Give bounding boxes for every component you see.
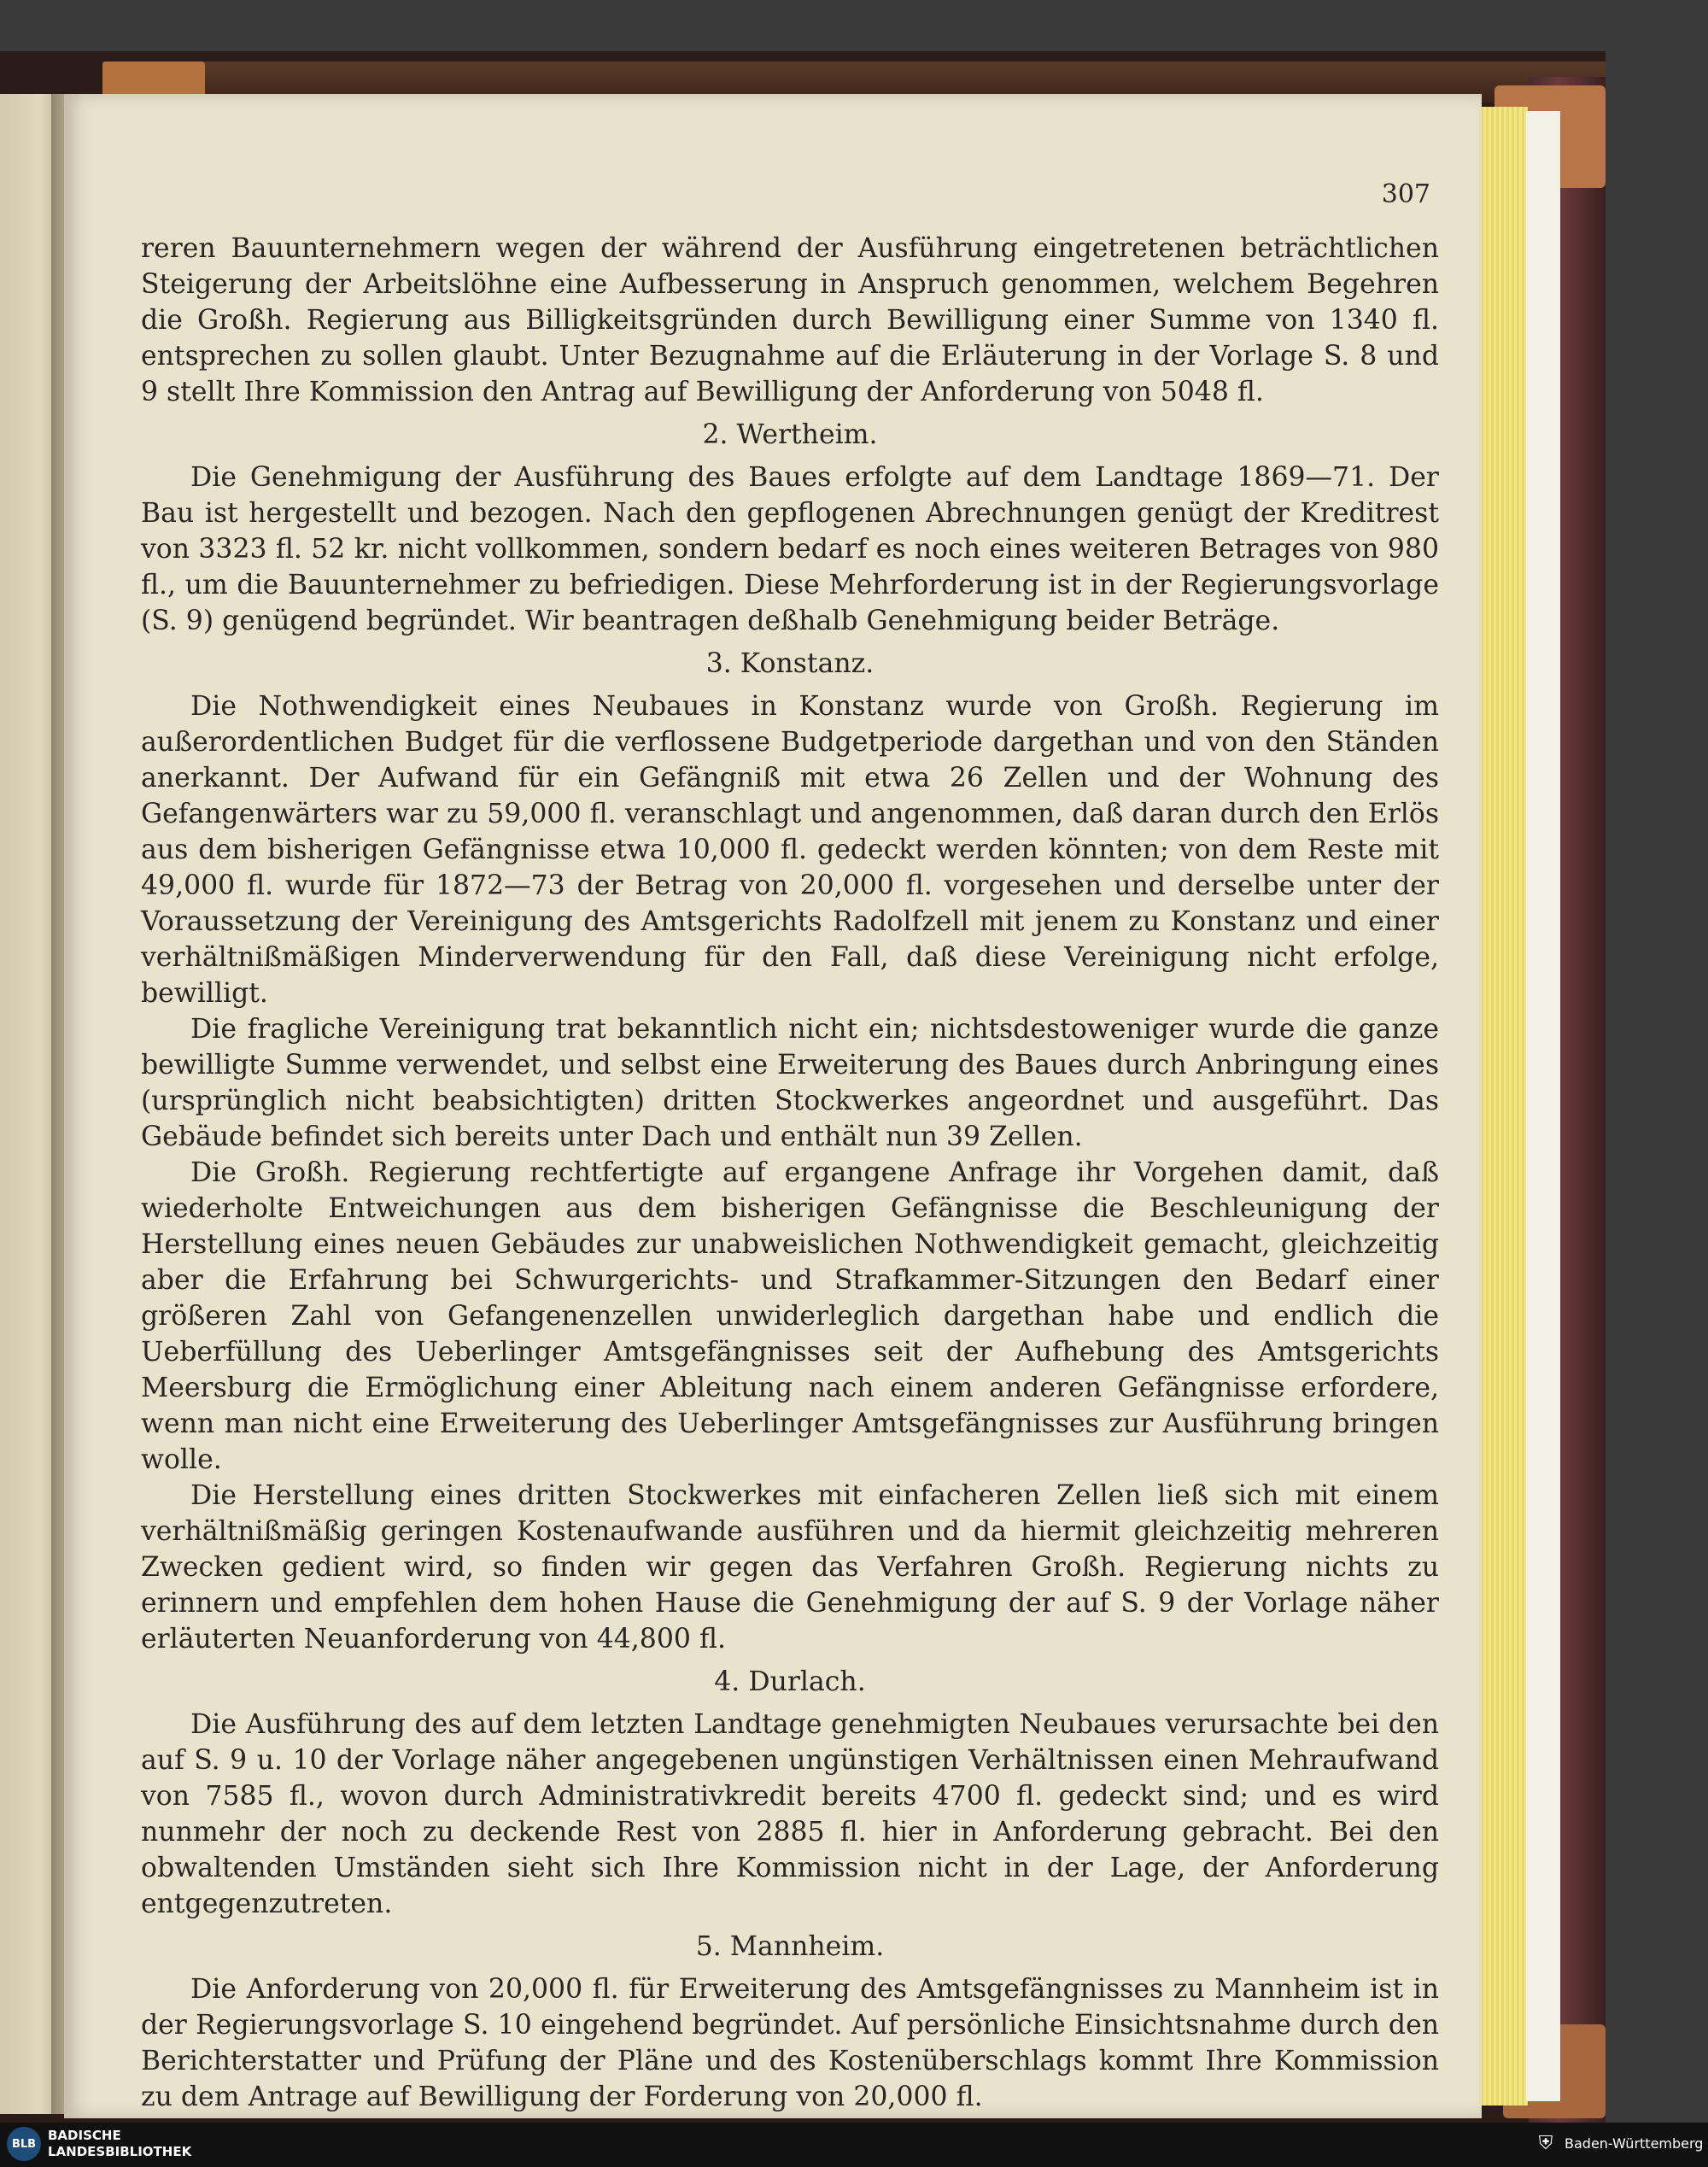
paragraph: Die fragliche Vereinigung trat bekanntlich nicht ein; nichtsdestoweniger wurde die ganze bewilligte Summe verwendet, und selbst eine Erweiterung des Baues durch Anbringung eines (ursprünglich nicht beabsichtigten) dritten Stockwerkes angeordnet und ausgeführt. Das Gebäude befindet sich bereits unter Dach und enthält nun 39 Zellen. bbox=[141, 1014, 1439, 1152]
state-name[interactable]: Baden-Württemberg bbox=[1565, 2135, 1704, 2152]
page-body bbox=[141, 231, 1439, 2115]
library-name[interactable] bbox=[48, 2128, 191, 2160]
blb-logo-icon[interactable]: BLB bbox=[7, 2127, 41, 2161]
footer-bar bbox=[0, 2123, 1708, 2167]
page-edges-white bbox=[1526, 111, 1560, 2101]
page-edges-yellow bbox=[1479, 107, 1528, 2106]
coat-of-arms-icon[interactable]: ⛨ bbox=[1538, 2133, 1553, 2154]
paragraph: Die Nothwendigkeit eines Neubaues in Konstanz wurde von Großh. Regierung im außerordentlichen Budget für die verflossene Budgetperiode dargethan und von den Ständen anerkannt. Der Aufwand für ein Gefängniß mit etwa 26 Zellen und der Wohnung des Gefangenwärters war zu 59,000 fl. veranschlagt und angenommen, daß daran durch den Erlös aus dem bisherigen Gefängnisse etwa 10,000 fl. gedeckt werden könnten; von dem Reste mit 49,000 fl. wurde für 1872—73 der Betrag von 20,000 fl. vorgesehen und derselbe unter der Voraussetzung der Vereinigung des Amtsgerichts Radolfzell mit jenem zu Konstanz und einer verhältnißmäßigen Minderverwendung für den Fall, daß diese Vereinigung nicht erfolge, bewilligt. bbox=[141, 691, 1439, 1009]
paragraph: Die Großh. Regierung rechtfertigte auf ergangene Anfrage ihr Vorgehen damit, daß wiederholte Entweichungen aus dem bisherigen Gefängnisse die Beschleunigung der Herstellung eines neuen Gebäudes zur unabweislichen Nothwendigkeit gemacht, gleichzeitig aber die Erfahrung bei Schwurgerichts- und Strafkammer-Sitzungen den Bedarf einer größeren Zahl von Gefangenenzellen unwiderleglich dargethan habe und endlich die Ueberfüllung des Ueberlinger Amtsgefängnisses seit der Aufhebung des Amtsgerichts Meersburg die Ermöglichung einer Ableitung nach einem anderen Gefängnisse erfordere, wenn man nicht eine Erweiterung des Ueberlinger Amtsgefängnisses zur Ausführung bringen wolle. bbox=[141, 1157, 1439, 1475]
section-heading-konstanz: 3. Konstanz. bbox=[705, 648, 874, 679]
page-number: 307 bbox=[1381, 179, 1430, 209]
document-page bbox=[64, 94, 1482, 2118]
section-heading-wertheim: 2. Wertheim. bbox=[702, 419, 878, 450]
paragraph: Die Herstellung eines dritten Stockwerkes mit einfacheren Zellen ließ sich mit einem verhältnißmäßig geringen Kostenaufwande ausführen und da hiermit gleichzeitig mehreren Zwecken gedient wird, so finden wir gegen das Verfahren Großh. Regierung nichts zu erinnern und empfehlen dem hohen Hause die Genehmigung der auf S. 9 der Vorlage näher erläuterten Neuanforderung von 44,800 fl. bbox=[141, 1480, 1439, 1655]
paragraph: reren Bauunternehmern wegen der während der Ausführung eingetretenen beträchtlichen Steigerung der Arbeitslöhne eine Aufbesserung in Anspruch genommen, welchem Begehren die Großh. Regierung aus Billigkeitsgründen durch Bewilligung einer Summe von 1340 fl. entsprechen zu sollen glaubt. Unter Bezugnahme auf die Erläuterung in der Vorlage S. 8 und 9 stellt Ihre Kommission den Antrag auf Bewilligung der Anforderung von 5048 fl. bbox=[141, 233, 1439, 407]
section-heading-durlach: 4. Durlach. bbox=[714, 1666, 866, 1697]
paragraph: Die Genehmigung der Ausführung des Baues erfolgte auf dem Landtage 1869—71. Der Bau ist hergestellt und bezogen. Nach den gepflogenen Abrechnungen genügt der Kreditrest von 3323 fl. 52 kr. nicht vollkommen, sondern bedarf es noch eines weiteren Betrages von 980 fl., um die Bauunternehmer zu befriedigen. Diese Mehrforderung ist in der Regierungsvorlage (S. 9) genügend begründet. Wir beantragen deßhalb Genehmigung beider Beträge. bbox=[141, 462, 1439, 636]
paragraph: Die Anforderung von 20,000 fl. für Erweiterung des Amtsgefängnisses zu Mannheim ist in der Regierungsvorlage S. 10 eingehend begründet. Auf persönliche Einsichtsnahme durch den Berichterstatter und Prüfung der Pläne und des Kostenüberschlags kommt Ihre Kommission zu dem Antrage auf Bewilligung der Forderung von 20,000 fl. bbox=[141, 1974, 1439, 2112]
library-name-line1: BADISCHE bbox=[48, 2128, 121, 2143]
paragraph: Die Ausführung des auf dem letzten Landtage genehmigten Neubaues verursachte bei den auf S. 9 u. 10 der Vorlage näher angegebenen ungünstigen Verhältnissen einen Mehraufwand von 7585 fl., wovon durch Administrativkredit bereits 4700 fl. gedeckt sind; und es wird nunmehr der noch zu deckende Rest von 2885 fl. hier in Anforderung gebracht. Bei den obwaltenden Umständen sieht sich Ihre Kommission nicht in der Lage, der Anforderung entgegenzutreten. bbox=[141, 1709, 1439, 1919]
section-heading-mannheim: 5. Mannheim. bbox=[695, 1931, 885, 1962]
library-name-line2: LANDESBIBLIOTHEK bbox=[48, 2144, 192, 2159]
